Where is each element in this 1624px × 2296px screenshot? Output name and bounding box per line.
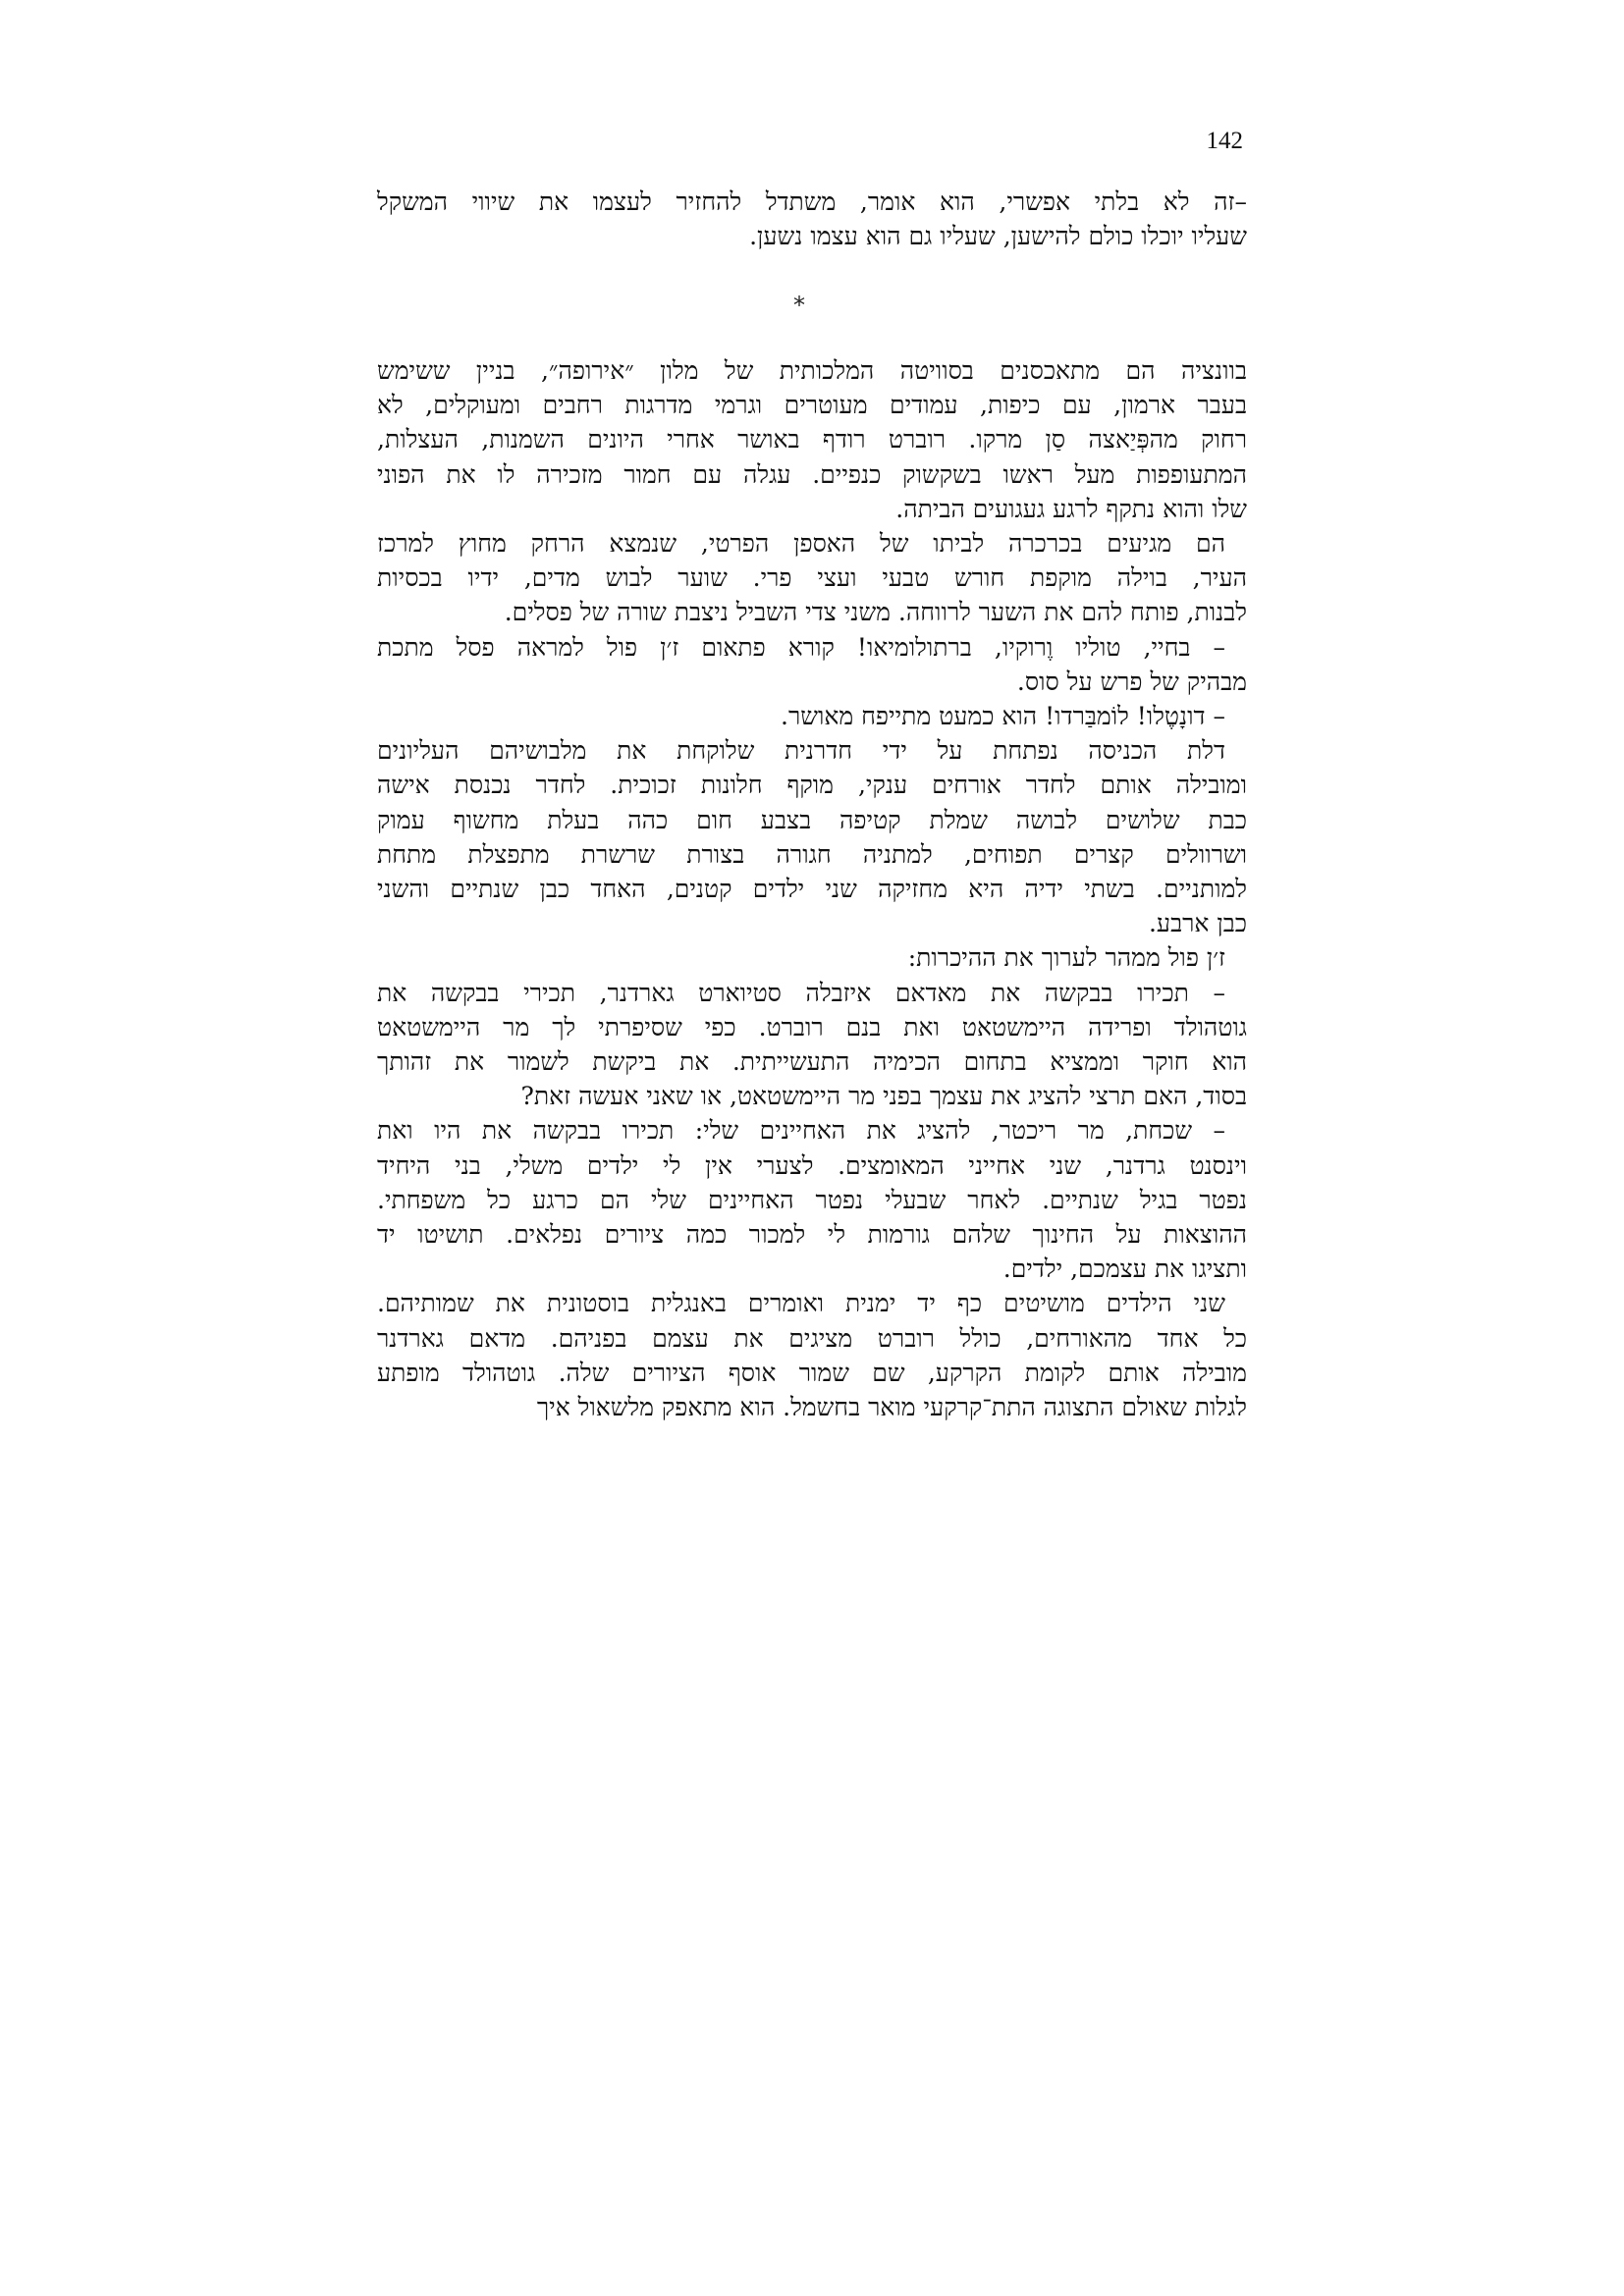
text-line: לגלות שאולם התצוגה התת־קרקעי מואר בחשמל. הוא מתאפק מלשאול איך [536, 1393, 1247, 1422]
text-line: שלו והוא נתקף לרגע געגועים הביתה. [895, 494, 1247, 523]
text-line: למותניים. בשתי ידיה היא מחזיקה שני ילדים קטנים, האחד כבן שנתיים והשני [377, 875, 1247, 904]
section-separator: * [793, 292, 805, 319]
text-line: שני הילדים מושיטים כף יד ימנית ואומרים באנגלית בוסטונית את שמותיהם. [377, 1289, 1225, 1318]
text-line: כבן ארבע. [1148, 909, 1247, 938]
text-line: מובילה אותם לקומת הקרקע, שם שמור אוסף הציורים שלה. גוטהולד מופתע [377, 1358, 1247, 1387]
text-line: מבהיק של פרש על סוס. [1016, 667, 1247, 696]
paragraph [377, 733, 1247, 940]
text-line: ושרוולים קצרים תפוחים, למתניה חגורה בצורת שרשרת מתפצלת מתחת [377, 839, 1247, 869]
text-line: – תכירו בבקשה את מאדאם איזבלה סטיוארט גארדנר, תכירי בבקשה את [377, 978, 1225, 1007]
text-line: בוונציה הם מתאכסנים בסוויטה המלכותית של מלון ״אירופה״, בניין ששימש [377, 356, 1247, 385]
page-number: 142 [1206, 128, 1243, 154]
text-line: נפטר בגיל שנתיים. לאחר שבעלי נפטר האחיינים שלי הם כרגע כל משפחתי. [377, 1185, 1247, 1214]
text-line: הם מגיעים בכרכרה לביתו של האספן הפרטי, שנמצא הרחק מחוץ למרכז [377, 529, 1225, 559]
text-line: – דונָטֶלו! לוֹמבַּרדו! הוא כמעט מתייפח מאושר. [781, 702, 1225, 731]
paragraph [377, 526, 1247, 630]
text-line: – בחיי, טוליו וֶרוקיו, ברתולומיאו! קורא פתאום ז׳ן פול למראה פסל מתכת [377, 632, 1225, 662]
text-line: רחוק מהפְּיַאצה סַן מרקו. רוברט רודף באושר אחרי היונים השמנות, העצלות, [377, 425, 1247, 454]
text-line: ז׳ן פול ממהר לערוך את ההיכרות: [907, 943, 1225, 973]
text-line: וינסנט גרדנר, שני אחייני המאומצים. לצערי אין לי ילדים משלי, בני היחיד [377, 1150, 1247, 1180]
text-line: הוא חוקר וממציא בתחום הכימיה התעשייתית. את ביקשת לשמור את זהותך [377, 1047, 1247, 1077]
text-line: לבנות, פותח להם את השער לרווחה. משני צדי השביל ניצבת שורה של פסלים. [504, 598, 1247, 627]
text-line: המתעופפות מעל ראשו בשקשוק כנפיים. עגלה עם חמור מזכירה לו את הפוני [377, 459, 1247, 489]
text-line: כבת שלושים לבושה שמלת קטיפה בצבע חום כהה בעלת מחשוף עמוק [377, 805, 1247, 834]
text-line: ההוצאות על החינוך שלהם גורמות לי למכור כמה ציורים נפלאים. תושיטו יד [377, 1220, 1247, 1250]
paragraph [377, 976, 1247, 1114]
text-line: גוטהולד ופרידה היימשטאט ואת בנם רוברט. כפי שסיפרתי לך מר היימשטאט [377, 1012, 1247, 1041]
text-line: שעליו יוכלו כולם להישען, שעליו גם הוא עצמו נשען. [749, 222, 1247, 251]
paragraph [377, 1286, 1247, 1424]
text-line: כל אחד מהאורחים, כולל רוברט מציגים את עצמם בפניהם. מדאם גארדנר [377, 1323, 1247, 1353]
main-text [377, 353, 1247, 1424]
text-line: – שכחת, מר ריכטר, להציג את האחיינים שלי: תכירו בבקשה את היו ואת [377, 1116, 1225, 1146]
text-line: ומובילה אותם לחדר אורחים ענקי, מוקף חלונות זכוכית. לחדר נכנסת אישה [377, 771, 1247, 800]
paragraph [377, 940, 1247, 975]
opening-paragraph [377, 185, 1247, 253]
text-line: העיר, בוילה מוקפת חורש טבעי ועצי פרי. שוער לבוש מדים, ידיו בכסיות [377, 563, 1247, 593]
text-line: ותציגו את עצמכם, ילדים. [1002, 1255, 1247, 1284]
text-line: בסוד, האם תרצי להציג את עצמך בפני מר היימשטאט, או שאני אעשה זאת? [520, 1082, 1247, 1111]
paragraph [377, 1113, 1247, 1286]
text-line: דלת הכניסה נפתחת על ידי חדרנית שלוקחת את מלבושיהם העליונים [377, 736, 1225, 766]
paragraph [377, 699, 1247, 733]
text-line: בעבר ארמון, עם כיפות, עמודים מעוטרים וגרמי מדרגות רחבים ומעוקלים, לא [377, 391, 1247, 420]
paragraph [377, 353, 1247, 526]
paragraph [377, 630, 1247, 699]
text-line: –זה לא בלתי אפשרי, הוא אומר, משתדל להחזיר לעצמו את שיווי המשקל [377, 187, 1247, 216]
